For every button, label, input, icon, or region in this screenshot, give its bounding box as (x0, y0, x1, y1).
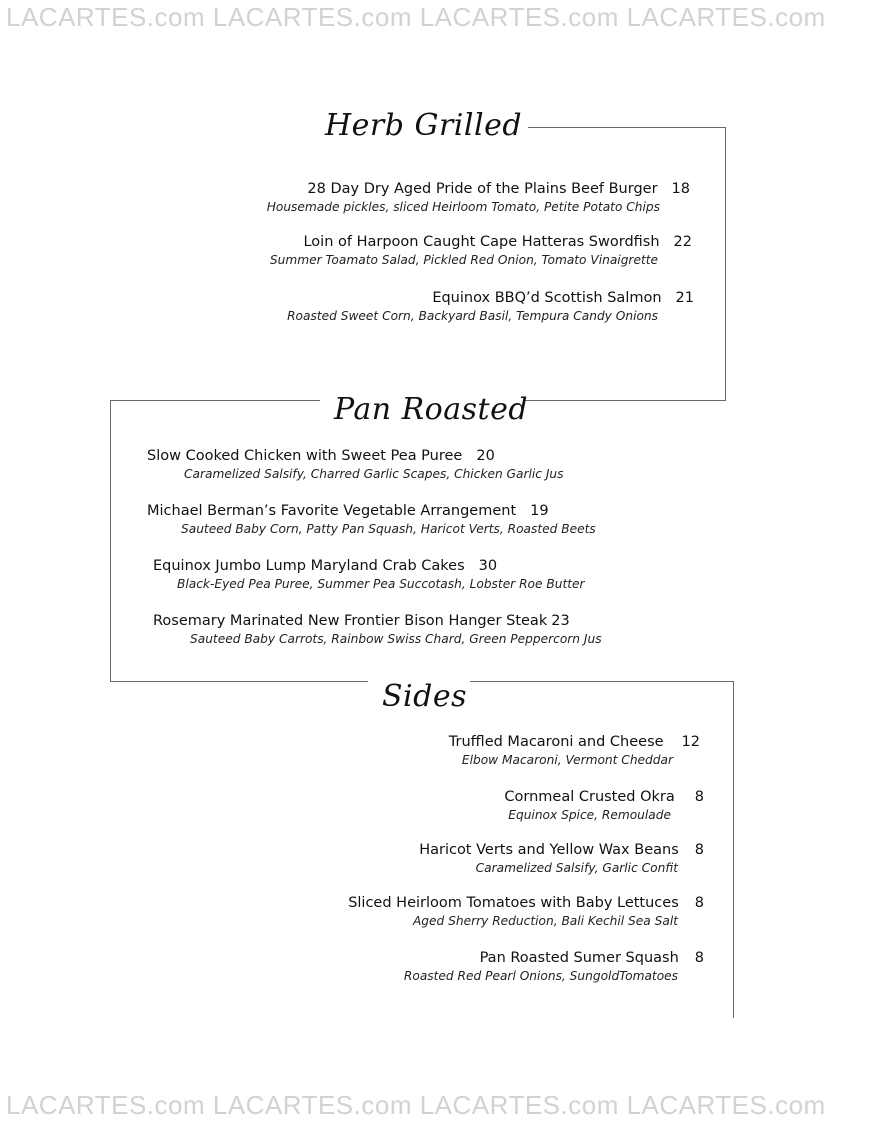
item-name: Sliced Heirloom Tomatoes with Baby Lettuces (348, 895, 679, 911)
item-price: 18 (671, 181, 690, 197)
item-name: Michael Berman’s Favorite Vegetable Arrangement (147, 503, 517, 519)
item-name: Slow Cooked Chicken with Sweet Pea Puree (147, 448, 463, 464)
item-price: 30 (478, 558, 498, 574)
section-title-herb-grilled: Herb Grilled (325, 108, 523, 143)
item-name: Equinox BBQ’d Scottish Salmon (432, 290, 662, 306)
item-description: Aged Sherry Reduction, Bali Kechil Sea Salt (412, 914, 678, 928)
divider-herb-right (725, 127, 726, 400)
item-name: Haricot Verts and Yellow Wax Beans (419, 842, 679, 858)
item-description: Sauteed Baby Corn, Patty Pan Squash, Haricot Verts, Roasted Beets (181, 522, 596, 536)
menu-item (153, 613, 602, 646)
item-name: Pan Roasted Sumer Squash (479, 950, 679, 966)
menu-item (147, 503, 596, 536)
watermark-bottom: LACARTES.com LACARTES.com LACARTES.com LACARTES.com (6, 1090, 826, 1120)
item-name: Truffled Macaroni and Cheese (448, 734, 664, 750)
item-price: 22 (673, 234, 692, 250)
item-price: 23 (551, 613, 570, 629)
divider-pan-bottom (110, 681, 368, 682)
menu-item (348, 895, 704, 928)
item-description: Caramelized Salsify, Charred Garlic Scapes, Chicken Garlic Jus (184, 467, 564, 481)
menu-item (449, 734, 700, 767)
divider-sides-top (470, 681, 734, 682)
section-title-pan-roasted: Pan Roasted (334, 392, 529, 427)
item-name: 28 Day Dry Aged Pride of the Plains Beef Burger (307, 181, 658, 197)
item-price: 19 (530, 503, 549, 519)
divider-sides-right (733, 681, 734, 1018)
item-description: Caramelized Salsify, Garlic Confit (475, 861, 678, 875)
item-name: Cornmeal Crusted Okra (504, 789, 675, 805)
item-description: Housemade pickles, sliced Heirloom Tomato, Petite Potato Chips (266, 200, 660, 214)
menu-item (419, 842, 704, 875)
item-description: Roasted Sweet Corn, Backyard Basil, Tempura Candy Onions (287, 309, 658, 323)
divider-pan-top-left (110, 400, 320, 401)
item-price: 8 (694, 789, 704, 805)
item-name: Rosemary Marinated New Frontier Bison Hanger Steak (153, 613, 548, 629)
menu-item (287, 290, 694, 323)
item-description: Elbow Macaroni, Vermont Cheddar (461, 753, 673, 767)
menu-item (147, 448, 564, 481)
menu-item (404, 950, 704, 983)
item-price: 8 (694, 950, 704, 966)
item-description: Black-Eyed Pea Puree, Summer Pea Succotash, Lobster Roe Butter (177, 577, 585, 591)
item-price: 12 (681, 734, 700, 750)
item-description: Equinox Spice, Remoulade (508, 808, 671, 822)
item-price: 8 (694, 842, 704, 858)
divider-pan-top-right (525, 400, 726, 401)
divider-herb-top (528, 127, 726, 128)
menu-item (153, 558, 585, 591)
menu-item (267, 181, 690, 214)
item-price: 8 (694, 895, 704, 911)
item-name: Equinox Jumbo Lump Maryland Crab Cakes (153, 558, 465, 574)
menu-item (504, 789, 704, 822)
item-price: 21 (675, 290, 694, 306)
menu-item (270, 234, 692, 267)
divider-pan-left (110, 400, 111, 682)
item-description: Summer Toamato Salad, Pickled Red Onion, Tomato Vinaigrette (269, 253, 658, 267)
item-description: Roasted Red Pearl Onions, SungoldTomatoes (403, 969, 678, 983)
item-price: 20 (476, 448, 495, 464)
item-description: Sauteed Baby Carrots, Rainbow Swiss Chard, Green Peppercorn Jus (190, 632, 602, 646)
section-title-sides: Sides (382, 679, 467, 714)
item-name: Loin of Harpoon Caught Cape Hatteras Swordfish (303, 234, 660, 250)
watermark-top: LACARTES.com LACARTES.com LACARTES.com LACARTES.com (6, 2, 826, 32)
